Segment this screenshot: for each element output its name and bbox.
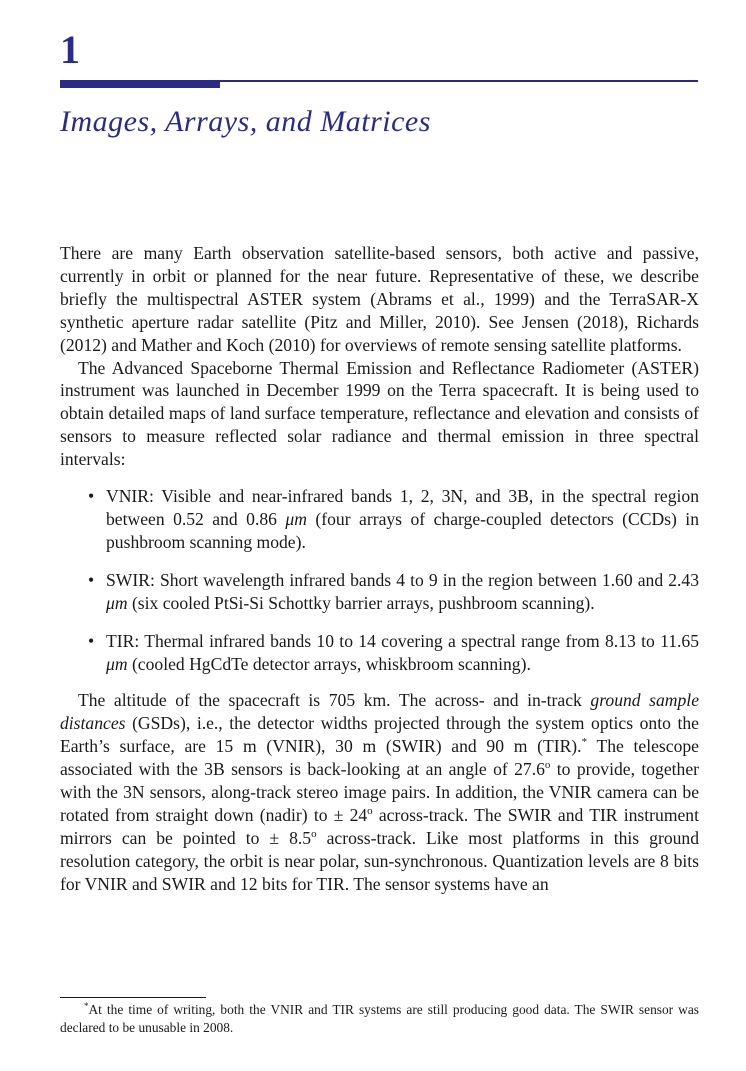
band-unit: μm xyxy=(106,592,128,613)
text-run: across-track. Like most platforms in this ground resolution category, the orbit is near polar, sun-synchronous. Quantization levels are 8 bits for VNIR and SWIR and 12 bits for TIR. The sensor systems have an xyxy=(60,827,700,894)
text-run: to provide, together with the 3N sensors, along-track stereo image pairs. In addition, the VNIR camera can be rotated from straight down (nadir) to ± 24 xyxy=(60,759,700,825)
body-text xyxy=(60,242,699,896)
bullet: • xyxy=(88,486,95,507)
band-text: (six cooled PtSi-Si Schottky barrier arrays, pushbroom scanning). xyxy=(127,592,595,613)
text-run: (GSDs), i.e., the detector widths projected through the system optics onto the Earth’s surface, are 15 m (VNIR), 30 m (SWIR) and 90 m (TIR). xyxy=(60,713,699,757)
bullet: • xyxy=(88,569,95,590)
paragraph-intro: There are many Earth observation satellite-based sensors, both active and passive, currently in orbit or planned for the near future. Representative of these, we describe briefly the multispectral ASTER system (Abrams et al., 1999) and the TerraSAR-X synthetic aperture radar satellite (Pitz and Miller, 2010). See Jensen (2018), Richards (2012) and Mather and Koch (2010) for overviews of remote sensing satellite platforms. xyxy=(60,243,699,355)
band-text: SWIR: Short wavelength infrared bands 4 to 9 in the region between 1.60 and 2.43 xyxy=(106,569,699,590)
list-item-vnir xyxy=(60,485,699,554)
chapter-rule-accent xyxy=(60,82,220,88)
paragraph-altitude xyxy=(60,689,699,895)
degree-mark: o xyxy=(367,805,373,818)
footnote-mark: * xyxy=(84,1000,89,1011)
bullet: • xyxy=(88,630,95,651)
footnote-rule xyxy=(60,997,206,998)
band-unit: μm xyxy=(285,508,307,529)
band-text: (cooled HgCdTe detector arrays, whiskbroom scanning). xyxy=(127,653,531,674)
band-text: (four arrays of charge-coupled detectors (CCDs) in pushbroom scanning mode). xyxy=(106,508,699,552)
band-text: TIR: Thermal infrared bands 10 to 14 covering a spectral range from 8.13 to 11.65 xyxy=(106,630,699,651)
footnote-reference[interactable]: * xyxy=(581,736,588,749)
footnote xyxy=(60,1001,699,1036)
degree-mark: o xyxy=(544,759,551,772)
text-run: across-track. The SWIR and TIR instrument mirrors can be pointed to ± 8.5 xyxy=(60,804,699,848)
band-unit: μm xyxy=(106,653,128,674)
band-text: VNIR: Visible and near-infrared bands 1, 2, 3N, and 3B, in the spectral region between 0.52 and 0.86 xyxy=(106,486,699,529)
emphasis-term: ground sample distances xyxy=(60,690,699,734)
list-item-tir xyxy=(60,630,699,676)
footnote-text: At the time of writing, both the VNIR and TIR systems are still producing good data. The SWIR sensor was declared to be unusable in 2008. xyxy=(60,1002,699,1035)
chapter-title: Images, Arrays, and Matrices xyxy=(60,105,431,138)
list-item-swir xyxy=(60,569,699,615)
degree-mark: o xyxy=(311,827,317,840)
paragraph-aster: The Advanced Spaceborne Thermal Emission and Reflectance Radiometer (ASTER) instrument was launched in December 1999 on the Terra spacecraft. It is being used to obtain detailed maps of land surface temperature, reflectance and elevation and consists of sensors to measure reflected solar radiance and thermal emission in three spectral intervals: xyxy=(60,357,699,470)
text-run: The altitude of the spacecraft is 705 km. The across- and in-track xyxy=(78,690,591,711)
text-run: The telescope associated with the 3B sensors is back-looking at an angle of 27.6 xyxy=(60,736,699,780)
chapter-number: 1 xyxy=(60,27,80,72)
band-list xyxy=(60,485,699,675)
